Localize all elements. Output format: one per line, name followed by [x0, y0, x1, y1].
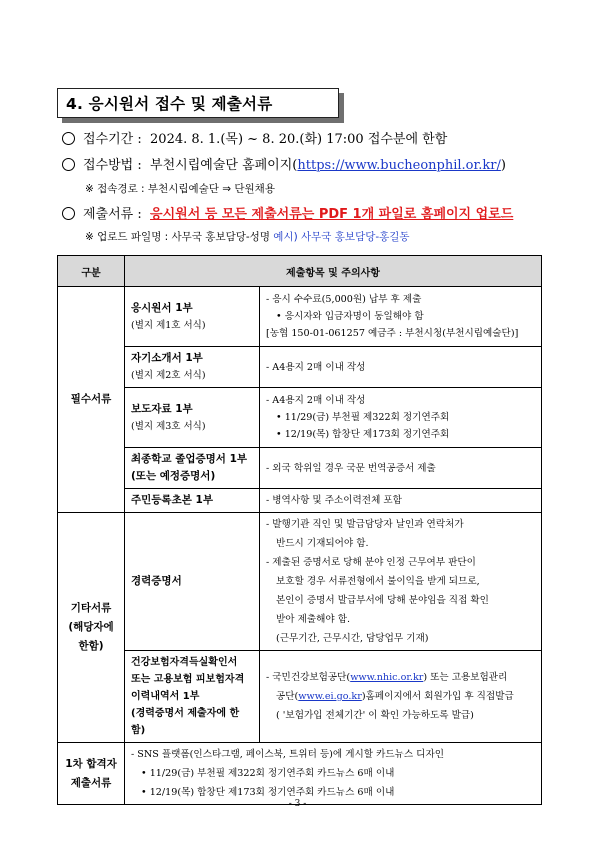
- method-label: 접수방법: [83, 158, 134, 173]
- note-line: - 외국 학위일 경우 국문 번역공증서 제출: [266, 462, 436, 474]
- note-line: 본인이 증명서 발급부서에 당해 분야임을 직접 확인: [276, 595, 489, 606]
- header-items: 제출항목 및 주의사항: [125, 256, 542, 287]
- period-value: 2024. 8. 1.(목) ~ 8. 20.(화) 17:00 접수분에 한함: [150, 132, 448, 147]
- note-cell: [260, 388, 542, 448]
- circle-bullet-icon: [62, 158, 75, 171]
- table-row: [58, 489, 542, 513]
- item-cell: [125, 448, 260, 489]
- note-cell: [260, 287, 542, 347]
- note-line: (근무기간, 근무시간, 담당업무 기재): [276, 633, 429, 644]
- note-line: - A4용지 2매 이내 작성: [266, 395, 366, 406]
- note-line: - 병역사항 및 주소이력전체 포함: [266, 495, 402, 506]
- table-row: [58, 287, 542, 347]
- documents-sep: :: [137, 207, 142, 222]
- upload-note-prefix: ※ 업로드 파일명 : 사무국 홍보담당-성명: [85, 231, 274, 243]
- circle-bullet-icon: [62, 207, 75, 220]
- note-line: - A4용지 2매 이내 작성: [266, 361, 366, 373]
- note-line: 받아 제출해야 함.: [276, 614, 351, 625]
- method-sep: :: [137, 158, 142, 173]
- note-line: - 발행기관 직인 및 발급담당자 날인과 연락처가: [266, 519, 464, 530]
- category-line: 기타서류: [70, 602, 112, 614]
- note-line: • 12/19(목) 합창단 제173회 정기연주회 카드뉴스 6매 이내: [141, 787, 395, 798]
- item-title: 응시원서 1부: [131, 301, 193, 314]
- period-label: 접수기간: [83, 132, 134, 147]
- page-number: - 3 -: [288, 799, 307, 809]
- category-required: 필수서류: [58, 287, 125, 513]
- note-text: - 국민건강보험공단(: [266, 672, 351, 683]
- note-text: 공단(: [276, 691, 299, 702]
- upload-note: [85, 229, 410, 244]
- category-line: 제출서류: [70, 776, 112, 789]
- circle-bullet-icon: [62, 132, 75, 145]
- item-form: (별지 제1호 서식): [131, 319, 206, 331]
- note-cell: [260, 489, 542, 513]
- ei-link[interactable]: www.ei.go.kr: [298, 691, 362, 702]
- route-note: ※ 접속경로 : 부천시립예술단 ⇒ 단원채용: [85, 183, 275, 195]
- note-line: - 응시 수수료(5,000원) 납부 후 제출: [266, 294, 422, 305]
- method-suffix: ): [500, 158, 506, 173]
- item-title: 이력내역서 1부: [131, 691, 200, 702]
- item-title: (경력증명서 제출자에 한함): [131, 708, 240, 736]
- documents-line: [62, 203, 513, 222]
- period-sep: :: [137, 132, 142, 147]
- note-text: ) 또는 고용보험관리: [423, 672, 508, 683]
- item-cell: [125, 287, 260, 347]
- note-cell: [125, 743, 542, 805]
- item-cell: [125, 489, 260, 513]
- documents-value: 응시원서 등 모든 제출서류는 PDF 1개 파일로 홈페이지 업로드: [150, 207, 514, 222]
- note-line: • 응시자와 입금자명이 동일해야 함: [276, 311, 424, 322]
- table-row: [58, 743, 542, 805]
- header-category: 구분: [58, 256, 125, 287]
- item-cell: [125, 651, 260, 743]
- note-cell: [260, 347, 542, 388]
- item-title: 자기소개서 1부: [131, 352, 203, 364]
- note-line: 보호할 경우 서류전형에서 불이익을 받게 되므로,: [276, 576, 480, 587]
- note-line: • 12/19(목) 합창단 제173회 정기연주회: [276, 429, 450, 440]
- item-title: 건강보험자격득실확인서: [131, 657, 238, 668]
- category-finalist: [58, 743, 125, 805]
- method-line: [62, 154, 506, 173]
- note-line: • 11/29(금) 부천필 제322회 정기연주회: [276, 412, 450, 423]
- item-cell: [125, 388, 260, 448]
- table-row: [58, 448, 542, 489]
- item-form: (별지 제2호 서식): [131, 370, 206, 381]
- table-row: [58, 651, 542, 743]
- item-title: 경력증명서: [131, 575, 182, 587]
- category-line: (해당자에: [68, 621, 114, 633]
- note-line: - SNS 플랫폼(인스타그램, 페이스북, 트위터 등)에 게시할 카드뉴스 디자인: [131, 749, 444, 760]
- period-line: [62, 128, 447, 147]
- note-line: 반드시 기재되어야 함.: [276, 538, 369, 549]
- item-title: 주민등록초본 1부: [131, 494, 213, 506]
- upload-note-example: 예시) 사무국 홍보담당-홍길동: [273, 231, 410, 243]
- item-title: 최종학교 졸업증명서 1부: [131, 453, 248, 465]
- table-row: [58, 347, 542, 388]
- note-line: [농협 150-01-061257 예금주 : 부천시청(부천시립예술단)]: [266, 328, 519, 339]
- note-cell: [260, 513, 542, 651]
- method-value: 부천시립예술단 홈페이지(: [150, 158, 298, 173]
- table-row: [58, 513, 542, 651]
- item-title-sub: (또는 예정증명서): [131, 470, 216, 482]
- item-cell: [125, 513, 260, 651]
- table-header-row: [58, 256, 542, 287]
- item-form: (별지 제3호 서식): [131, 420, 206, 432]
- note-line: • 11/29(금) 부천필 제322회 정기연주회 카드뉴스 6매 이내: [141, 768, 395, 779]
- section-title: 4. 응시원서 접수 및 제출서류: [57, 88, 339, 118]
- note-text: )홈페이지에서 회원가입 후 직접발급: [361, 691, 514, 702]
- note-line: [266, 687, 535, 706]
- item-cell: [125, 347, 260, 388]
- category-other: [58, 513, 125, 743]
- table-row: [58, 388, 542, 448]
- note-cell: [260, 651, 542, 743]
- nhic-link[interactable]: www.nhic.or.kr: [350, 672, 424, 683]
- documents-label: 제출서류: [83, 207, 134, 222]
- note-line: - 제출된 증명서로 당해 분야 인정 근무여부 판단이: [266, 557, 476, 568]
- documents-table: [57, 255, 542, 805]
- homepage-link[interactable]: https://www.bucheonphil.or.kr/: [297, 158, 501, 173]
- note-line: ( '보험가입 전체기간' 이 확인 가능하도록 발급): [276, 710, 474, 721]
- category-line: 한함): [78, 640, 104, 652]
- category-line: 1차 합격자: [65, 757, 117, 770]
- note-cell: [260, 448, 542, 489]
- item-title: 보도자료 1부: [131, 402, 193, 415]
- note-line: [266, 668, 535, 687]
- item-title: 또는 고용보험 피보험자격: [131, 674, 245, 685]
